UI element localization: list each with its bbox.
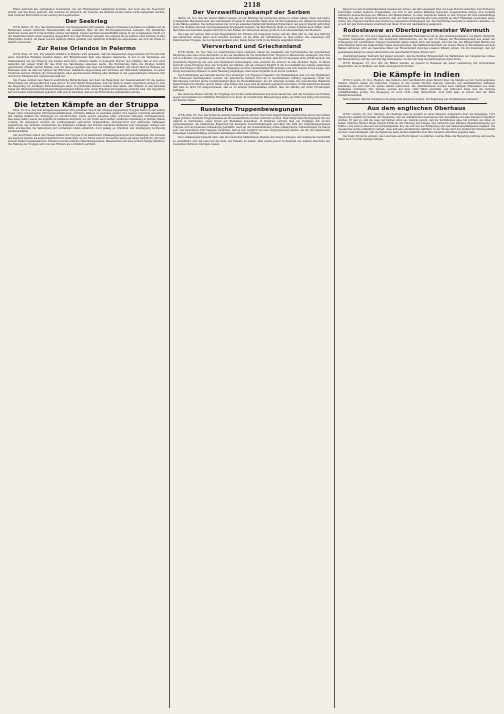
column-2: [173, 8, 330, 708]
column-1: [8, 8, 165, 708]
article-paragraph: Die deutsche Presse verfolgt die Vorgänge mit großer Aufmerksamkeit und weist darauf hin, daß das Vorgehen der Entente gegen Griechenland im schärfsten Widerspruch zu ihren oft wiederholten Beteuerungen stehe, sie führe den Krieg zum Schutze der kleinen Völker.: [173, 92, 330, 103]
article-paragraph: Auf den Höhen östlich des Flusses hielten die Truppen trotz mehrfacher Umfassungsversuche ihre Stellungen. Die Verluste des Gegners werden als außerordentlich hoch bezeichnet. In der Nacht zum 24. November setzte ein neuer Angriff ein, der nach kurzem Kampf zusammenbrach. Erbeutet wurden mehrere Maschinengewehre, Minenwerfer und eine größere Menge Munition. Die Haltung der Truppen wird von den Führern als vorbildlich gerühmt.: [8, 133, 165, 147]
page-number: 2118: [243, 2, 261, 9]
article-paragraph: W.T.B. Berlin, 25. Nov. Der bulgarische Ministerpräsident Radoslawow hat an den Oberbürgermeister von Berlin, Wermuth, folgendes Telegramm gerichtet: Die herzlichen Glückwünsche, die Sie mir im Namen der Reichshauptstadt aus Anlaß der Vereinigung der verbündeten Truppen übermittelt haben, haben mich tief bewegt. Ich bitte Sie, der Bürgerschaft Berlins den aufrichtigsten Dank des bulgarischen Volkes auszusprechen. Die Waffenbrüderschaft, die unsere Heere in den Kämpfen auf dem Balkan verbindet, wird ein dauerndes Band der Freundschaft zwischen unseren Völkern bilden. Ich bin überzeugt, daß der gemeinsame Kampf zu einem ehrenvollen und dauerhaften Frieden führen wird.: [338, 35, 495, 54]
article-heading: Der Verzweiflungskampf der Serben: [192, 10, 311, 16]
article-paragraph: W.T.B. Budapest, 25. Nov. Wie die Blätter melden, ist gestern in Budapest ein neuer Lazarettzug mit Verwundeten eingetroffen, die in Spitälern der Stadt untergebracht wurden.: [338, 61, 495, 68]
article-paragraph: Man erwartet, daß die Unruhen noch einige Zeit andauern werden. Die Regierung hat Verstärkungen entsandt.: [343, 98, 479, 102]
article-heading: Zur Reise Orlandos in Palermo: [37, 46, 136, 53]
article-paragraph: Wien, 25. Nov. Aus dem Kriegspressequartier wird gemeldet: Die an der Struppa eingesetzten Truppen haben in den letzten Tagen unter schwierigsten Witterungsverhältnissen erbitterte Kämpfe zu bestehen gehabt. Der Gegner versuchte wiederholt, mit starken Kräften die Stellungen zu durchbrechen, wurde jedoch jedesmal unter schweren Verlusten zurückgeworfen. Besonders heftig waren die Angriffe im mittleren Abschnitt, wo der Feind nach starker Artillerievorbereitung in dichten Wellen vorging. Im Gegenstoß wurden die vorübergehend verlorenen Grabenstücke zurückerobert und zahlreiche Gefangene eingebracht. Die Artillerie unterstützte die Infanterie wirksam und brachte feindliche Batterien zum Schweigen. Schnee und Kälte erschwerten die Versorgung der vordersten Linien erheblich, doch gelang es, Munition und Verpflegung rechtzeitig heranzuschaffen.: [8, 108, 165, 133]
article-paragraph: W.T.B. Berlin, 25. Nov. Wie von unterrichteter Seite verlautet, haben die Gesandten des Vierverbandes der griechischen Regierung eine neue Note überreicht, in der sie Garantien für die Sicherheit ihrer Truppen in Mazedonien verlangen. Die Note soll in scharfem Ton gehalten sein und mit wirtschaftlichen Maßnahmen drohen, falls die Forderungen nicht erfüllt werden. Die griechische Regierung hat sich eine Bedenkzeit ausbedungen; man erwartet die Antwort in den nächsten Tagen. In Athen herrscht große Erregung über das Vorgehen der Mächte, das als schwerer Eingriff in die Souveränität des Landes empfunden wird. Die Presse fordert einmütig, daß die Regierung an ihrer Neutralitätspolitik festhalte und sich keinem Druck beuge. Der König hat mehrere Minister zu einer Beratung empfangen, über deren Ergebnis noch nichts verlautet.: [173, 51, 330, 73]
article-paragraph: W.T.B. Köln, 25. Nov. Die Kölnische Zeitung meldet aus Stockholm: Nach hier eingetroffenen Nachrichten sind in den letzten Tagen größere russische Truppenmassen an die bessarabische Grenze befördert worden. Man bringt diese Bewegungen mit der Absicht in Verbindung, einen Druck auf Rumänien auszuüben. In Bukarest verfolgt man die Vorgänge mit großer Aufmerksamkeit; die rumänische Regierung hat ihrerseits Vorsichtsmaßregeln getroffen. Die Zahl der zusammengezogenen Truppen wird auf mehrere Armeekorps geschätzt. Auch an der Donaumündung sollen umfangreiche Vorbereitungen im Gange sein. Aus Petersburg wird dagegen versichert, daß es sich lediglich um eine Umgruppierung handle, die mit der allgemeinen Kriegslage zusammenhänge und keine feindseligen Absichten verfolge.: [173, 114, 330, 136]
section-divider: [346, 103, 487, 104]
article-paragraph: Der Daily Chronicle schreibt, das Land habe ein Recht darauf, zu erfahren, welche Pläne die Regierung verfolge und welche Opfer noch von ihm verlangt würden.: [338, 135, 495, 142]
article-paragraph: Brand gebracht alle verfügbaren Löschmittel, die den Flammenherd bekämpfen konnten, und noch ehe die Feuerwehr eintraf, war das Feuer gelöscht. Der Schaden ist erheblich, die Ursache des Brandes konnte bisher nicht festgestellt werden; man vermutet Kurzschluß in der Leitung des Lagerraumes.: [8, 8, 165, 18]
article-paragraph: Die Presse widmet dem Besuch ausführliche Betrachtungen und hebt die Bedeutung der Zusammenkunft für die weitere Entwicklung der innenpolitischen Lage hervor. Es wird darauf hingewiesen, daß die Reise in einem Augenblick erfolgt, in dem die Regierung vor wichtigen Entscheidungen steht. In politischen Kreisen rechnet man damit, daß Orlando in den nächsten Tagen mit führenden Persönlichkeiten Besprechungen führen wird, deren Ergebnis mit Spannung erwartet wird. Die Opposition hat sich bisher zurückhaltend geäußert, läßt jedoch erkennen, daß sie die Entwicklung aufmerksam verfolgt.: [8, 78, 165, 94]
article-paragraph: W.T.B. Berlin, 25. Nov. Das Oberkommando der Kriegsmarine gibt bekannt: Unsere Unterseeboote haben im Atlantik und im Mittelmeer erneut feindliche Handelsschiffe mit zusammen über 40 000 Bruttoregistertonnen versenkt. Ein feindlicher Zerstörer wurde durch Torpedotreffer schwer beschädigt. Unsere leichten Seestreitkräfte haben in der vergangenen Nacht vor der feindlichen Küste einen Geleitzug angegriffen und zwei Frachter versenkt. Die eigenen Boote kehrten ohne Verluste in ihre Stützpunkte zurück. Im Kanal wurden mehrere Minen geräumt und feindliche Schnellboote abgewiesen, die sich der Küste zu nähern versuchten.: [8, 26, 165, 45]
article-heading: Vierverband und Griechenland: [201, 44, 302, 51]
article-paragraph: Besuch bei dem Kommandierenden General der Armee, der ihm eingehend über die Lage Bericht erstattete. Der Erzherzog besichtigte sodann mehrere Truppenteile, die sich in den letzten Kämpfen besonders ausgezeichnet hatten, und verteilte zahlreiche Auszeichnungen an Offiziere und Mannschaften. In einer Ansprache dankte er den Truppen für ihre heldenmütige Haltung und gab der Zuversicht Ausdruck, daß der Feind auch künftig alle seine Angriffe an ihrer Tapferkeit zerschellen sehen werde. Die Truppen brachten dem Erzherzog begeisterte Huldigungen dar. Am Nachmittag besuchte er mehrere Lazarette, wo er sich mit den Verwundeten unterhielt und ihnen Trost und Anerkennung aussprach.: [338, 8, 495, 27]
article-paragraph: W.T.B. London, 25. Nov. (Reuter). Das Indische Amt veröffentlicht einen Bericht über die Kämpfe an der Nordwestgrenze Indiens. Danach haben die britischen Truppen in den letzten Wochen mehrere Gefechte mit aufständischen Stämmen bestanden, die sich über ein weites Gebiet erstreckten. Die Aufständischen wurden nach heftigem Widerstand aus ihren Stellungen vertrieben; ihre Verluste werden auf über 1000 Mann geschätzt. Auf britischer Seite sind die Verluste verhältnismäßig gering. Die Bewegung ist noch nicht völlig unterdrückt, doch hofft man, in kurzer Zeit die Ruhe wiederherzustellen.: [338, 78, 495, 97]
article-paragraph: Der Lokalanzeiger bemerkt dazu, daß die russischen Maßnahmen offenbar den Zweck verfolgen, die rumänische Neutralität zu erschüttern und das Land auf die Seite der Entente zu ziehen. Man werde jedoch in Bukarest die wahren Absichten der russischen Politik zu würdigen wissen.: [173, 136, 330, 146]
article-heading: Die Kämpfe in Indien: [373, 69, 460, 79]
article-heading: Rodoslawow an Oberbürgermeister Wermuth: [343, 28, 490, 35]
article-paragraph: W.T.B. Wien, 25. Nov. Zur Ankunft Orlandos in Palermo wird gemeldet, daß die italienischen Abgeordneten der Provinz ihm einen feierlichen Empfang bereitet haben. Der Bürgermeister hielt eine längere Ansprache, in der er die Verdienste des Staatsmannes um die Einigung des Landes hervorhob. Orlando dankte in bewegten Worten und erklärte, daß er sich auch weiterhin mit ganzer Kraft für das Wohl des Vaterlandes einsetzen werde. Die Bevölkerung hatte die Straßen festlich geschmückt; überall wehten Fahnen, und die Menge begrüßte den Gast mit lebhaftem Beifall. Am Abend fand im Rathaus ein Festessen statt, an dem die Spitzen der Behörden, zahlreiche Abgeordnete und Vertreter der Wirtschaft teilnahmen. In seiner Tischrede betonte Orlando die Notwendigkeit einer geschlossenen Haltung aller Parteien in der gegenwärtigen schweren Zeit und rief zu Einigkeit und Opferbereitschaft auf.: [8, 53, 165, 78]
article-paragraph: Die Lage der Serben wird in den Hauptstädten der Entente mit steigender Sorge verfolgt. Man gibt zu, daß eine Rettung der serbischen Armee kaum noch möglich erscheint, da die Hilfe der Verbündeten zu spät kommt. Die englischen und französischen Truppen, die bei Saloniki gelandet sind, haben bisher nicht in die Kämpfe eingreifen können.: [173, 33, 330, 43]
article-paragraph: Oberbürgermeister Wermuth hat darauf erwidert, daß die Berliner Bürgerschaft die Waffentaten der bulgarischen Armee mit Bewunderung verfolge und den Tag herbeisehne, an dem der Sieg die gemeinsamen Opfer kröne.: [338, 54, 495, 61]
column-rule: [169, 8, 170, 708]
article-paragraph: Nach Meldungen aus Saloniki werden die Landungen von Truppen fortgesetzt. Die Hafenanlagen sind von den Engländern und Franzosen beschlagnahmt worden; der griechische Verkehr wird nur in beschränktem Umfang zugelassen. Unter der Bevölkerung herrscht große Unzufriedenheit über die Beschränkungen, die ihr auferlegt werden. Die griechischen Behörden haben Einspruch erhoben, jedoch bisher ohne Erfolg. Die Lage wird als äußerst gespannt bezeichnet. In diplomatischen Kreisen hält man es nicht für ausgeschlossen, daß es zu ernsten Zwischenfällen kommt, falls die Mächte auf ihren Forderungen bestehen.: [173, 73, 330, 92]
article-heading: Aus dem englischen Oberhaus: [367, 106, 466, 113]
article-paragraph: W.T.B. London, 25. Nov. (Reuter). Im Oberhaus kam es gestern zu einer längeren Aussprache über die Kriegslage. Lord Lansdowne erklärte im Namen der Regierung, daß die militärischen Operationen auf dem Balkan mit aller Energie fortgeführt würden. Er gab zu, daß die Lage der Serben ernst sei, betonte jedoch, daß die Verbündeten alles tun würden, um ihnen zu helfen. Mehrere Redner übten scharfe Kritik an der Führung des Krieges und forderten eine stärkere Zusammenfassung der Kräfte. Lord Curzon wies auf die Schwierigkeiten hin, die sich aus der Entfernung und den Verkehrsverhältnissen ergäben. Die Aussprache wurde schließlich vertagt, ohne daß eine Abstimmung stattfand. In der Presse wird der Verlauf der Sitzung lebhaft erörtert; man bemängelt, daß die Regierung keine klaren Auskünfte über ihre weiteren Absichten gegeben habe.: [338, 113, 495, 135]
section-divider: [181, 104, 322, 105]
article-heading: Die letzten Kämpfe an der Struppa: [14, 99, 159, 109]
article-heading: Der Seekrieg: [65, 19, 108, 26]
article-paragraph: Berlin, 25. Nov. Wie die Wiener Blätter melden, ist der Rückzug der serbischen Armee in vollem Gange. Nach den bisher vorliegenden Meldungen sind den verbündeten Truppen in den letzten Tagen über 20 000 Gefangene und zahlreiche Geschütze in die Hände gefallen. Die Serben leisten nur noch an einzelnen Stellen hartnäckigen Widerstand, der jedoch überall gebrochen wird. Die Straßen sind mit zurückgelassenem Kriegsgerät bedeckt; die Bevölkerung flieht in großen Scharen nach Süden. Nach Berichten aus neutralen Quellen herrscht in den Reihen der serbischen Armee große Not an Lebensmitteln und Munition.: [173, 17, 330, 33]
column-rule: [334, 8, 335, 708]
column-3: [338, 8, 495, 708]
article-heading: Russische Truppenbewegungen: [200, 107, 303, 114]
section-divider: [8, 96, 165, 98]
